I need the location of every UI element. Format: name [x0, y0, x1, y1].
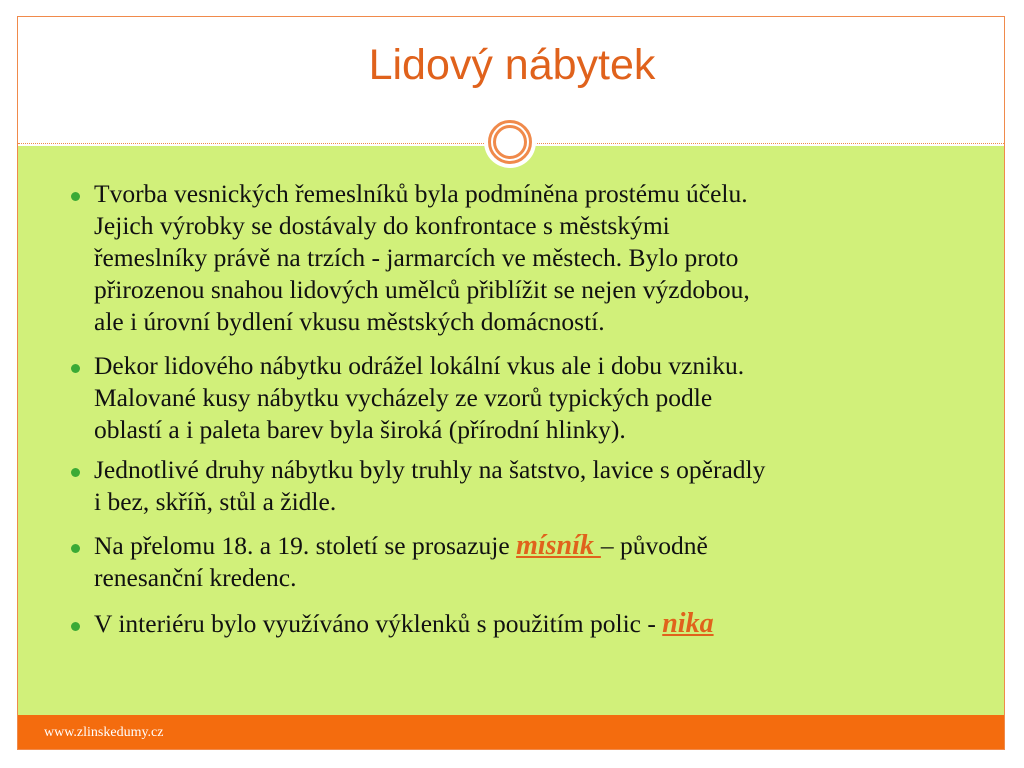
bullet-line: renesanční kredenc. — [94, 563, 297, 592]
footer-url: www.zlinskedumy.cz — [44, 725, 164, 740]
bullet-text — [94, 350, 999, 446]
bullet-text — [94, 530, 999, 594]
bullet-line: Tvorba vesnických řemeslníků byla podmíněna prostému účelu. — [94, 179, 748, 208]
bullet-line — [94, 530, 999, 562]
slide-title: Lidový nábytek — [368, 41, 656, 89]
bullet-icon — [71, 364, 80, 373]
bullet-line: přirozenou snahou lidových umělců přiblížit se nejen výzdobou, — [94, 275, 750, 304]
bullet-icon — [71, 192, 80, 201]
content-area — [18, 146, 1004, 715]
bullet-icon — [71, 622, 80, 631]
footer-bar — [18, 715, 1004, 749]
bullet-line: Dekor lidového nábytku odrážel lokální vkus ale i dobu vzniku. — [94, 351, 745, 380]
bullet-text-before: V interiéru bylo využíváno výklenků s použitím polic - — [94, 609, 663, 638]
bullet-text-after: – původně — [600, 531, 708, 560]
bullet-line: Malované kusy nábytku vycházely ze vzorů typických podle — [94, 383, 713, 412]
bullet-icon — [71, 468, 80, 477]
misnik-link[interactable]: mísník — [516, 530, 601, 561]
bullet-text-before: Na přelomu 18. a 19. století se prosazuje — [94, 531, 517, 560]
circle-ornament-icon — [484, 116, 536, 168]
bullet-line: řemeslníky právě na trzích - jarmarcích ve městech. Bylo proto — [94, 243, 739, 272]
bullet-text — [94, 454, 999, 518]
bullet-line: ale i úrovní bydlení vkusu městských domácností. — [94, 307, 605, 336]
bullet-line: i bez, skříň, stůl a židle. — [94, 487, 337, 516]
bullet-text — [94, 178, 999, 338]
ornament-inner-ring — [493, 125, 527, 159]
nika-link[interactable]: nika — [662, 608, 714, 639]
bullet-line: Jednotlivé druhy nábytku byly truhly na šatstvo, lavice s opěradly — [94, 455, 766, 484]
bullet-line: Jejich výrobky se dostávaly do konfrontace s městskými — [94, 211, 670, 240]
bullet-text — [94, 608, 999, 640]
bullet-line — [94, 608, 999, 640]
bullet-icon — [71, 544, 80, 553]
bullet-line: oblastí a i paleta barev byla široká (přírodní hlinky). — [94, 415, 626, 444]
